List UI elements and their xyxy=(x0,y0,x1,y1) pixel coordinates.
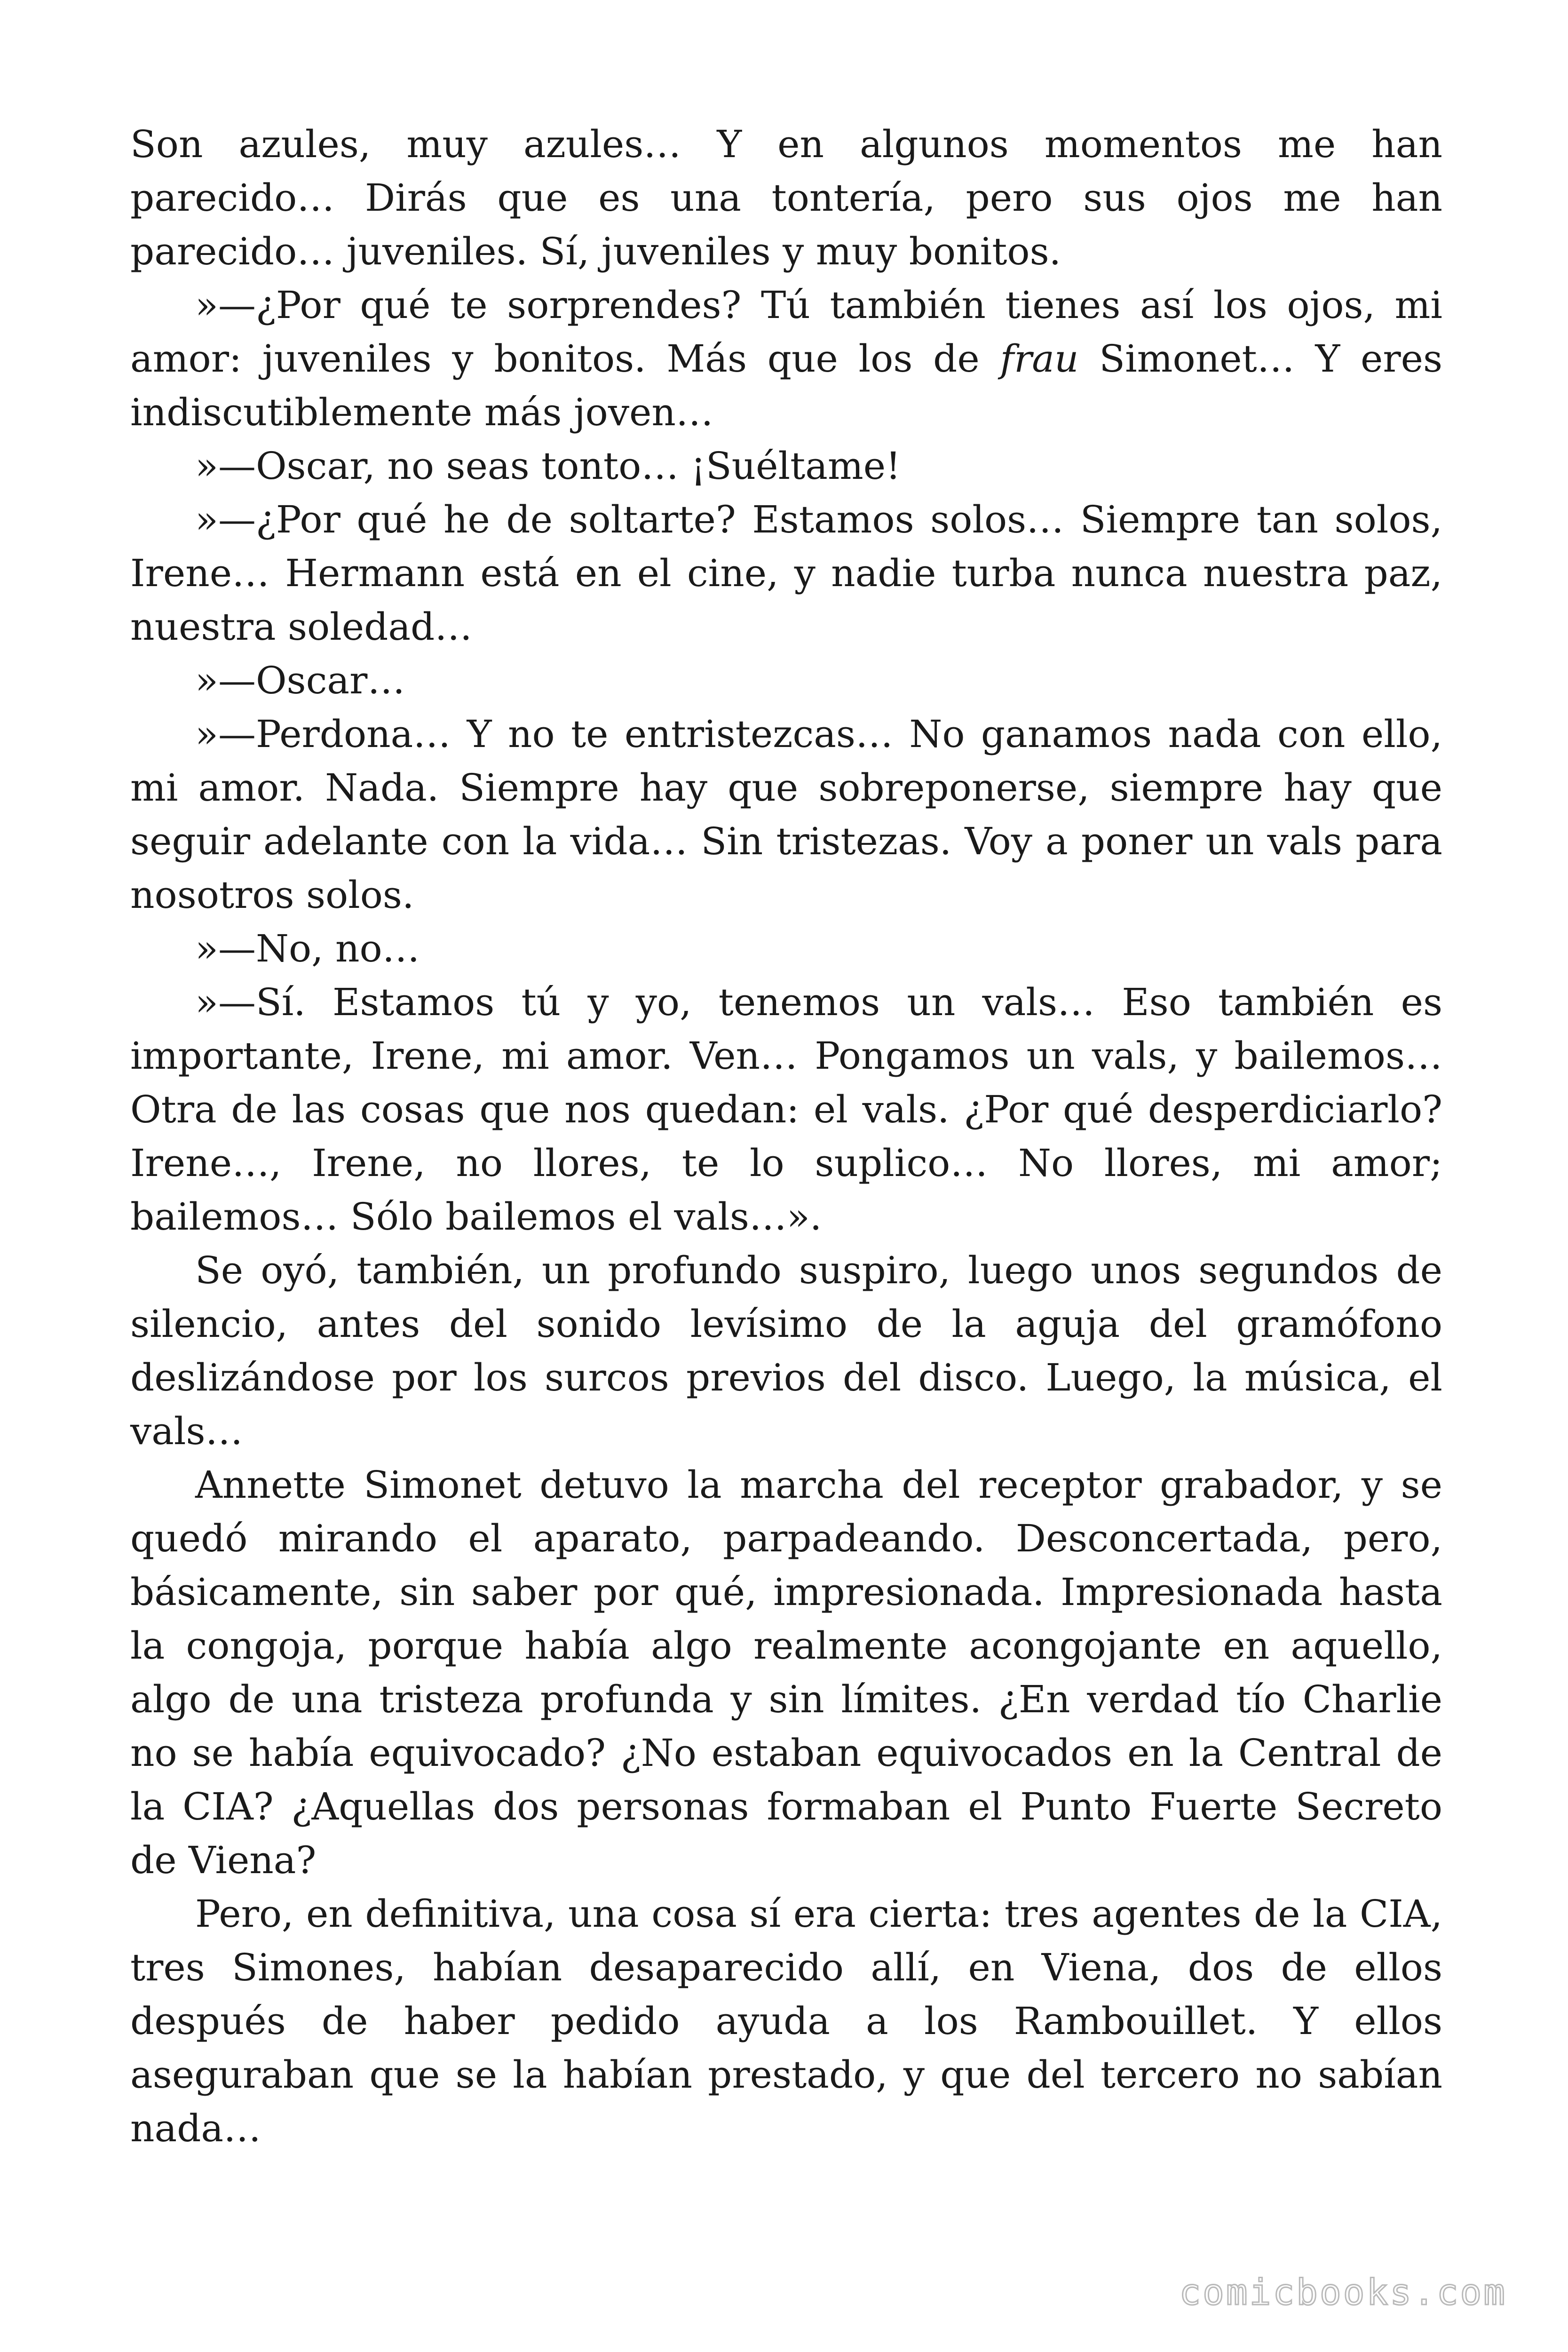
paragraph-1: Son azules, muy azules… Y en algunos momentos me han parecido… Dirás que es una tontería, pero sus ojos me han parecido… juveniles. Sí, juveniles y muy bonitos. xyxy=(130,122,1442,273)
paragraph-2 xyxy=(130,278,1442,439)
paragraph-6: »—Perdona… Y no te entristezcas… No ganamos nada con ello, mi amor. Nada. Siempre hay que sobreponerse, siempre hay que seguir adelante con la vida… Sin tristezas. Voy a poner un vals para nosotros solos. xyxy=(130,712,1442,917)
paragraph-4: »—¿Por qué he de soltarte? Estamos solos… Siempre tan solos, Irene… Hermann está en el cine, y nadie turba nunca nuestra paz, nuestra soledad… xyxy=(130,498,1442,649)
paragraph-2-end: Simonet… Y eres indiscutiblemente más joven… xyxy=(130,337,1443,434)
watermark-text: comicbooks.com xyxy=(1179,2271,1507,2313)
paragraph-5: »—Oscar… xyxy=(195,659,405,702)
paragraph-10: Annette Simonet detuvo la marcha del receptor grabador, y se quedó mirando el aparato, parpadeando. Desconcertada, pero, básicamente, sin saber por qué, impresionada. Impresionada hasta la congoja, porque había algo realmente acongojante en aquello, algo de una tristeza profunda y sin límites. ¿En verdad tío Charlie no se había equivocado? ¿No estaban equivocados en la Central de la CIA? ¿Aquellas dos personas formaban el Punto Fuerte Secreto de Viena? xyxy=(130,1463,1442,1882)
paragraph-8: »—Sí. Estamos tú y yo, tenemos un vals… Eso también es importante, Irene, mi amor. Ven… Pongamos un vals, y bailemos… Otra de las cosas que nos quedan: el vals. ¿Por qué desperdiciarlo? Irene…, Irene, no llores, te lo suplico… No llores, mi amor; bailemos… Sólo bailemos el vals…». xyxy=(130,980,1442,1239)
paragraph-9: Se oyó, también, un profundo suspiro, luego unos segundos de silencio, antes del sonido levísimo de la aguja del gramófono deslizándose por los surcos previos del disco. Luego, la música, el vals… xyxy=(130,1248,1442,1453)
book-page-text xyxy=(130,118,1442,2155)
paragraph-11: Pero, en definitiva, una cosa sí era cierta: tres agentes de la CIA, tres Simones, habían desaparecido allí, en Viena, dos de ellos después de haber pedido ayuda a los Rambouillet. Y ellos aseguraban que se la habían prestado, y que del tercero no sabían nada… xyxy=(130,1892,1442,2150)
paragraph-3: »—Oscar, no seas tonto… ¡Suéltame! xyxy=(195,444,901,488)
paragraph-2-start: »—¿Por qué te sorprendes? Tú también tienes así los ojos, mi amor: juveniles y bonitos. Más que los de xyxy=(130,283,1442,381)
paragraph-7: »—No, no… xyxy=(195,927,420,970)
paragraph-2-italic-word: frau xyxy=(1000,337,1079,381)
